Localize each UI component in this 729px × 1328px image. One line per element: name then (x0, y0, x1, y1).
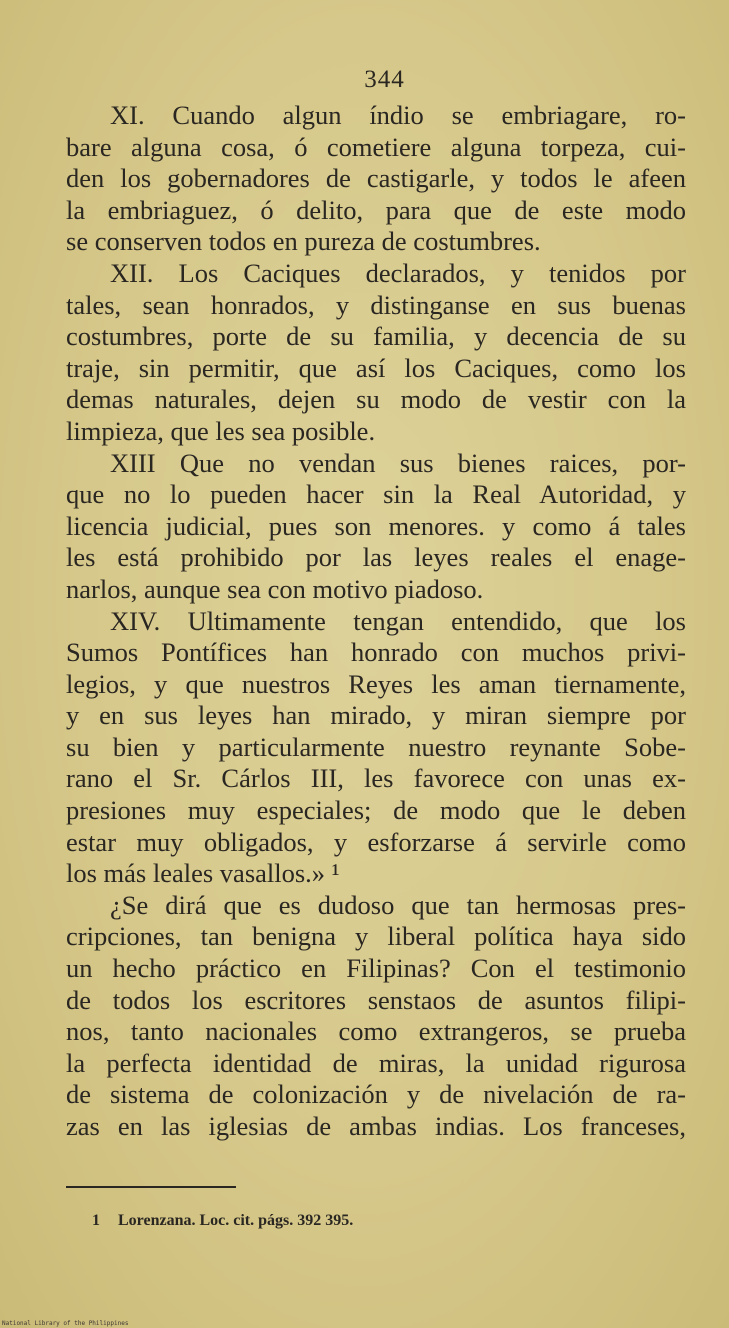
text-line: Sumos Pontífices han honrado con muchos privi- (66, 637, 686, 668)
text-line: bare alguna cosa, ó cometiere alguna torpeza, cui- (66, 131, 686, 162)
text-line: ¿Se dirá que es dudoso que tan hermosas pres- (110, 889, 686, 920)
footnote-divider (66, 1186, 236, 1188)
text-line: nos, tanto nacionales como extrangeros, se prueba (66, 1016, 686, 1047)
text-line: la embriaguez, ó delito, para que de este modo (66, 194, 686, 225)
text-line: narlos, aunque sea con motivo piadoso. (66, 573, 484, 604)
text-line: XIV. Ultimamente tengan entendido, que los (110, 605, 686, 636)
text-line: licencia judicial, pues son menores. y como á tales (66, 510, 686, 541)
text-line: traje, sin permitir, que así los Caciques, como los (66, 352, 686, 383)
text-line: de sistema de colonización y de nivelación de ra- (66, 1079, 686, 1110)
text-line: presiones muy especiales; de modo que le deben (66, 795, 686, 826)
text-line: den los gobernadores de castigarle, y todos le afeen (66, 163, 686, 194)
text-line: zas en las iglesias de ambas indias. Los franceses, (66, 1111, 686, 1141)
body-text (66, 100, 686, 1143)
text-line: les está prohibido por las leyes reales el enage- (66, 542, 686, 573)
text-line: limpieza, que les sea posible. (66, 415, 376, 446)
text-line: la perfecta identidad de miras, la unidad rigurosa (66, 1047, 686, 1078)
footnote-marker: 1 (92, 1212, 100, 1229)
library-watermark: National Library of the Philippines (2, 1320, 129, 1327)
text-line: que no lo pueden hacer sin la Real Autoridad, y (66, 479, 686, 510)
text-line: su bien y particularmente nuestro reynante Sobe- (66, 731, 686, 762)
text-line: XI. Cuando algun índio se embriagare, ro- (110, 100, 686, 130)
text-line: rano el Sr. Cárlos III, les favorece con unas ex- (66, 763, 686, 794)
text-line: XII. Los Caciques declarados, y tenidos por (110, 257, 686, 288)
footnote (92, 1212, 353, 1230)
text-line: XIII Que no vendan sus bienes raices, por- (110, 447, 686, 478)
text-line: de todos los escritores senstaos de asuntos filipi- (66, 984, 686, 1015)
text-line: y en sus leyes han mirado, y miran siempre por (66, 700, 686, 731)
footnote-text: Lorenzana. Loc. cit. págs. 392 395. (118, 1212, 354, 1229)
text-line: costumbres, porte de su familia, y decencia de su (66, 321, 686, 352)
text-line: estar muy obligados, y esforzarse á servirle como (66, 826, 686, 857)
text-line: cripciones, tan benigna y liberal política haya sido (66, 921, 686, 952)
page-number: 344 (364, 66, 405, 93)
text-line: los más leales vasallos.» ¹ (66, 858, 340, 889)
text-line: demas naturales, dejen su modo de vestir con la (66, 384, 686, 415)
text-line: se conserven todos en pureza de costumbres. (66, 226, 541, 257)
text-line: legios, y que nuestros Reyes les aman tiernamente, (66, 668, 686, 699)
text-line: tales, sean honrados, y distinganse en sus buenas (66, 289, 686, 320)
text-line: un hecho práctico en Filipinas? Con el testimonio (66, 953, 686, 984)
